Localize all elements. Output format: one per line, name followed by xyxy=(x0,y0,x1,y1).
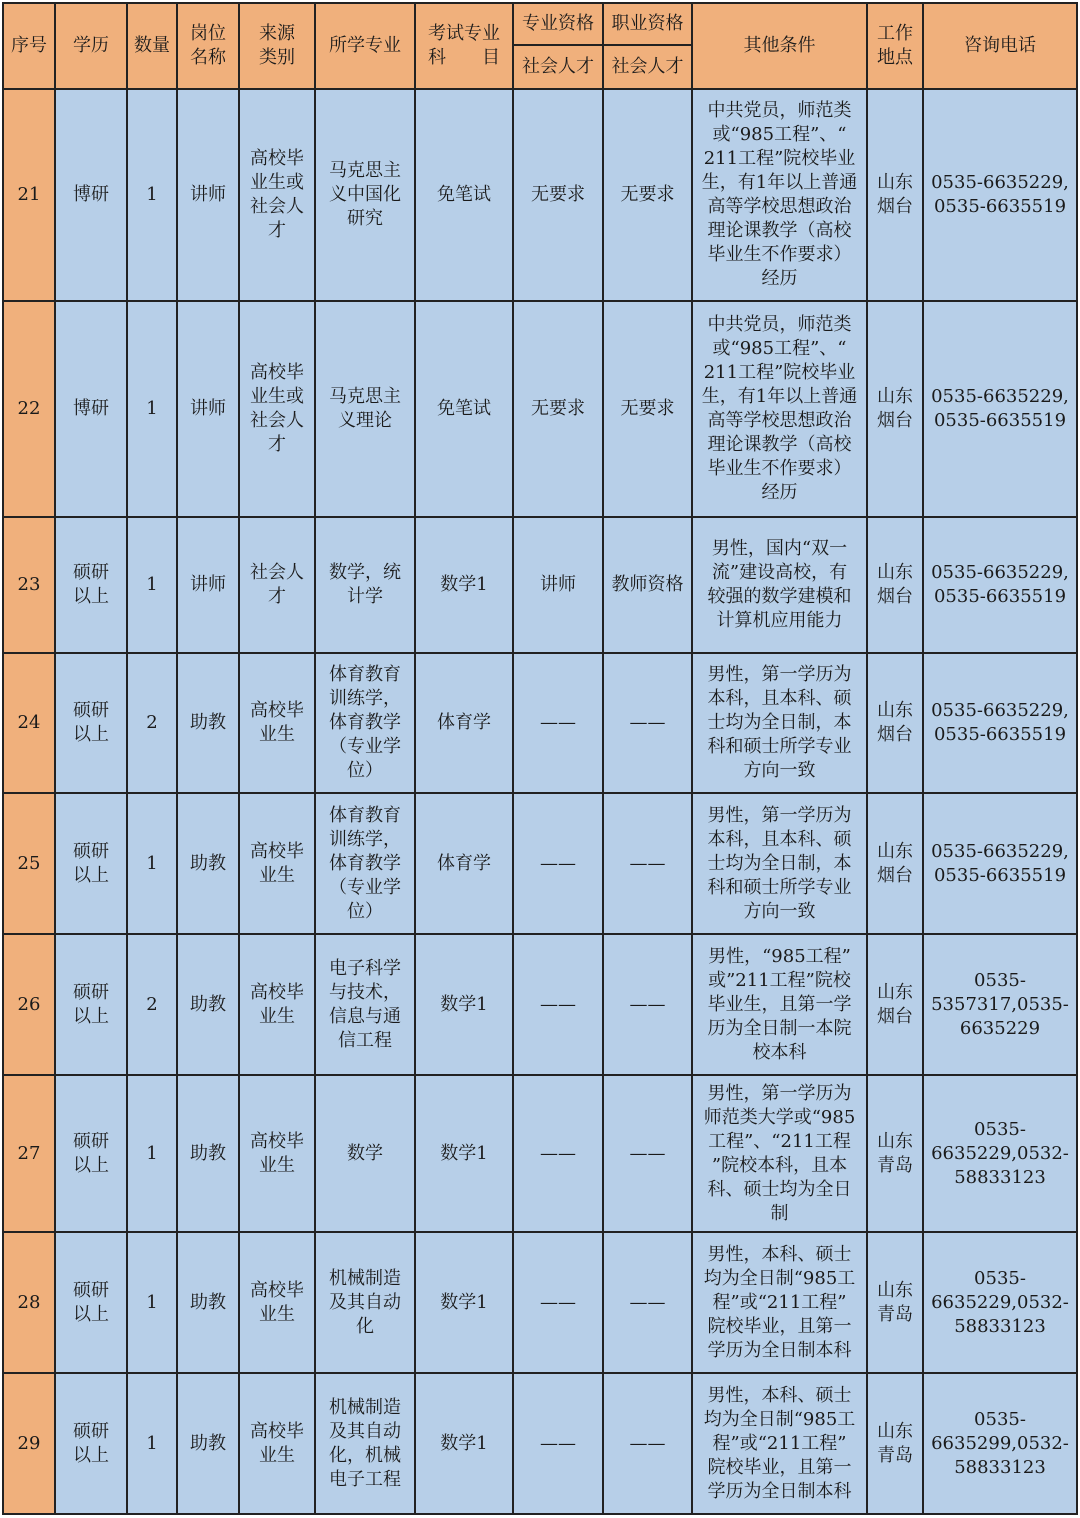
count-cell: 1 xyxy=(127,1075,177,1232)
table-row xyxy=(3,1373,1077,1514)
header-major: 所学专业 xyxy=(315,3,415,89)
phone-cell: 0535-6635229, 0535-6635519 xyxy=(923,517,1077,653)
row-index: 23 xyxy=(3,517,55,653)
count-cell: 1 xyxy=(127,1232,177,1373)
work-place-cell: 山东 烟台 xyxy=(867,653,923,793)
work-place-cell: 山东 烟台 xyxy=(867,517,923,653)
phone-cell: 0535-6635229, 0535-6635519 xyxy=(923,301,1077,517)
work-place-cell: 山东 青岛 xyxy=(867,1075,923,1232)
post-name-cell: 助教 xyxy=(177,934,239,1075)
major-cell: 机械制造 及其自动 化 xyxy=(315,1232,415,1373)
exam-subject-cell: 数学1 xyxy=(415,1075,513,1232)
major-cell: 马克思主 义理论 xyxy=(315,301,415,517)
vocational-qualification-cell: 无要求 xyxy=(603,89,692,301)
source-type-cell: 高校毕 业生 xyxy=(239,934,315,1075)
header-index: 序号 xyxy=(3,3,55,89)
other-conditions-cell: 男性，本科、硕士 均为全日制“985工 程”或“211工程” 院校毕业，且第一 学历为全日制本科 xyxy=(692,1232,867,1373)
header-vocational-qualification: 职业资格 xyxy=(603,3,692,45)
education-cell: 硕研 以上 xyxy=(55,1373,127,1514)
vocational-qualification-cell: —— xyxy=(603,1075,692,1232)
source-type-cell: 高校毕 业生 xyxy=(239,1232,315,1373)
professional-qualification-cell: —— xyxy=(513,793,603,934)
count-cell: 1 xyxy=(127,301,177,517)
professional-qualification-cell: —— xyxy=(513,1075,603,1232)
vocational-qualification-cell: —— xyxy=(603,793,692,934)
phone-cell: 0535-6635229, 0535-6635519 xyxy=(923,89,1077,301)
header-count: 数量 xyxy=(127,3,177,89)
header-vocational-social: 社会人才 xyxy=(603,45,692,89)
work-place-cell: 山东 烟台 xyxy=(867,301,923,517)
other-conditions-cell: 中共党员，师范类 或“985工程”、“ 211工程”院校毕业 生，有1年以上普通 高等学校思想政治 理论课教学（高校 毕业生不作要求） 经历 xyxy=(692,301,867,517)
vocational-qualification-cell: —— xyxy=(603,653,692,793)
exam-subject-cell: 数学1 xyxy=(415,517,513,653)
row-index: 28 xyxy=(3,1232,55,1373)
row-index: 29 xyxy=(3,1373,55,1514)
count-cell: 2 xyxy=(127,653,177,793)
header-phone: 咨询电话 xyxy=(923,3,1077,89)
post-name-cell: 讲师 xyxy=(177,301,239,517)
phone-cell: 0535- 5357317,0535- 6635229 xyxy=(923,934,1077,1075)
major-cell: 机械制造 及其自动 化，机械 电子工程 xyxy=(315,1373,415,1514)
work-place-cell: 山东 烟台 xyxy=(867,89,923,301)
major-cell: 体育教育 训练学， 体育教学 （专业学 位） xyxy=(315,793,415,934)
phone-cell: 0535- 6635229,0532- 58833123 xyxy=(923,1075,1077,1232)
major-cell: 马克思主 义中国化 研究 xyxy=(315,89,415,301)
other-conditions-cell: 男性，本科、硕士 均为全日制“985工 程”或“211工程” 院校毕业，且第一 学历为全日制本科 xyxy=(692,1373,867,1514)
table-row xyxy=(3,1232,1077,1373)
post-name-cell: 讲师 xyxy=(177,517,239,653)
count-cell: 1 xyxy=(127,793,177,934)
header-other-conditions: 其他条件 xyxy=(692,3,867,89)
other-conditions-cell: 男性，第一学历为 本科，且本科、硕 士均为全日制，本 科和硕士所学专业 方向一致 xyxy=(692,653,867,793)
post-name-cell: 讲师 xyxy=(177,89,239,301)
professional-qualification-cell: 无要求 xyxy=(513,301,603,517)
education-cell: 硕研 以上 xyxy=(55,517,127,653)
source-type-cell: 高校毕 业生 xyxy=(239,1075,315,1232)
professional-qualification-cell: —— xyxy=(513,1373,603,1514)
table-body xyxy=(3,89,1077,1514)
work-place-cell: 山东 青岛 xyxy=(867,1232,923,1373)
major-cell: 数学，统 计学 xyxy=(315,517,415,653)
education-cell: 硕研 以上 xyxy=(55,1232,127,1373)
phone-cell: 0535-6635229, 0535-6635519 xyxy=(923,653,1077,793)
source-type-cell: 高校毕 业生 xyxy=(239,653,315,793)
professional-qualification-cell: 讲师 xyxy=(513,517,603,653)
count-cell: 2 xyxy=(127,934,177,1075)
major-cell: 电子科学 与技术， 信息与通 信工程 xyxy=(315,934,415,1075)
exam-subject-cell: 数学1 xyxy=(415,934,513,1075)
table-row xyxy=(3,301,1077,517)
source-type-cell: 高校毕 业生 xyxy=(239,793,315,934)
professional-qualification-cell: 无要求 xyxy=(513,89,603,301)
source-type-cell: 高校毕 业生或 社会人 才 xyxy=(239,89,315,301)
table-header xyxy=(3,3,1077,89)
count-cell: 1 xyxy=(127,89,177,301)
vocational-qualification-cell: —— xyxy=(603,1232,692,1373)
exam-subject-cell: 数学1 xyxy=(415,1373,513,1514)
header-work-place: 工作 地点 xyxy=(867,3,923,89)
vocational-qualification-cell: —— xyxy=(603,934,692,1075)
other-conditions-cell: 男性，“985工程” 或”211工程”院校 毕业生，且第一学 历为全日制一本院 校本科 xyxy=(692,934,867,1075)
phone-cell: 0535- 6635299,0532- 58833123 xyxy=(923,1373,1077,1514)
count-cell: 1 xyxy=(127,1373,177,1514)
row-index: 26 xyxy=(3,934,55,1075)
header-post: 岗位 名称 xyxy=(177,3,239,89)
row-index: 25 xyxy=(3,793,55,934)
source-type-cell: 高校毕 业生或 社会人 才 xyxy=(239,301,315,517)
row-index: 21 xyxy=(3,89,55,301)
education-cell: 博研 xyxy=(55,301,127,517)
education-cell: 博研 xyxy=(55,89,127,301)
other-conditions-cell: 中共党员，师范类 或“985工程”、“ 211工程”院校毕业 生，有1年以上普通 高等学校思想政治 理论课教学（高校 毕业生不作要求） 经历 xyxy=(692,89,867,301)
phone-cell: 0535-6635229, 0535-6635519 xyxy=(923,793,1077,934)
exam-subject-cell: 免笔试 xyxy=(415,89,513,301)
other-conditions-cell: 男性，第一学历为 师范类大学或“985 工程”、“211工程 ”院校本科，且本 科、硕士均为全日 制 xyxy=(692,1075,867,1232)
count-cell: 1 xyxy=(127,517,177,653)
education-cell: 硕研 以上 xyxy=(55,653,127,793)
post-name-cell: 助教 xyxy=(177,1373,239,1514)
work-place-cell: 山东 烟台 xyxy=(867,934,923,1075)
phone-cell: 0535- 6635229,0532- 58833123 xyxy=(923,1232,1077,1373)
professional-qualification-cell: —— xyxy=(513,934,603,1075)
post-name-cell: 助教 xyxy=(177,793,239,934)
major-cell: 体育教育 训练学， 体育教学 （专业学 位） xyxy=(315,653,415,793)
education-cell: 硕研 以上 xyxy=(55,934,127,1075)
post-name-cell: 助教 xyxy=(177,1232,239,1373)
header-source: 来源 类别 xyxy=(239,3,315,89)
exam-subject-cell: 体育学 xyxy=(415,793,513,934)
exam-subject-cell: 数学1 xyxy=(415,1232,513,1373)
post-name-cell: 助教 xyxy=(177,1075,239,1232)
row-index: 22 xyxy=(3,301,55,517)
work-place-cell: 山东 青岛 xyxy=(867,1373,923,1514)
table-row xyxy=(3,653,1077,793)
education-cell: 硕研 以上 xyxy=(55,793,127,934)
row-index: 24 xyxy=(3,653,55,793)
vocational-qualification-cell: 教师资格 xyxy=(603,517,692,653)
other-conditions-cell: 男性，国内“双一 流”建设高校，有 较强的数学建模和 计算机应用能力 xyxy=(692,517,867,653)
table-row xyxy=(3,517,1077,653)
header-professional-social: 社会人才 xyxy=(513,45,603,89)
header-education: 学历 xyxy=(55,3,127,89)
work-place-cell: 山东 烟台 xyxy=(867,793,923,934)
vocational-qualification-cell: —— xyxy=(603,1373,692,1514)
table-row xyxy=(3,934,1077,1075)
other-conditions-cell: 男性，第一学历为 本科，且本科、硕 士均为全日制，本 科和硕士所学专业 方向一致 xyxy=(692,793,867,934)
recruitment-table xyxy=(2,2,1078,1515)
source-type-cell: 社会人 才 xyxy=(239,517,315,653)
education-cell: 硕研 以上 xyxy=(55,1075,127,1232)
major-cell: 数学 xyxy=(315,1075,415,1232)
exam-subject-cell: 体育学 xyxy=(415,653,513,793)
professional-qualification-cell: —— xyxy=(513,653,603,793)
row-index: 27 xyxy=(3,1075,55,1232)
vocational-qualification-cell: 无要求 xyxy=(603,301,692,517)
header-professional-qualification: 专业资格 xyxy=(513,3,603,45)
header-exam: 考试专业 科 目 xyxy=(415,3,513,89)
professional-qualification-cell: —— xyxy=(513,1232,603,1373)
exam-subject-cell: 免笔试 xyxy=(415,301,513,517)
post-name-cell: 助教 xyxy=(177,653,239,793)
source-type-cell: 高校毕 业生 xyxy=(239,1373,315,1514)
table-row xyxy=(3,89,1077,301)
table-row xyxy=(3,1075,1077,1232)
table-row xyxy=(3,793,1077,934)
